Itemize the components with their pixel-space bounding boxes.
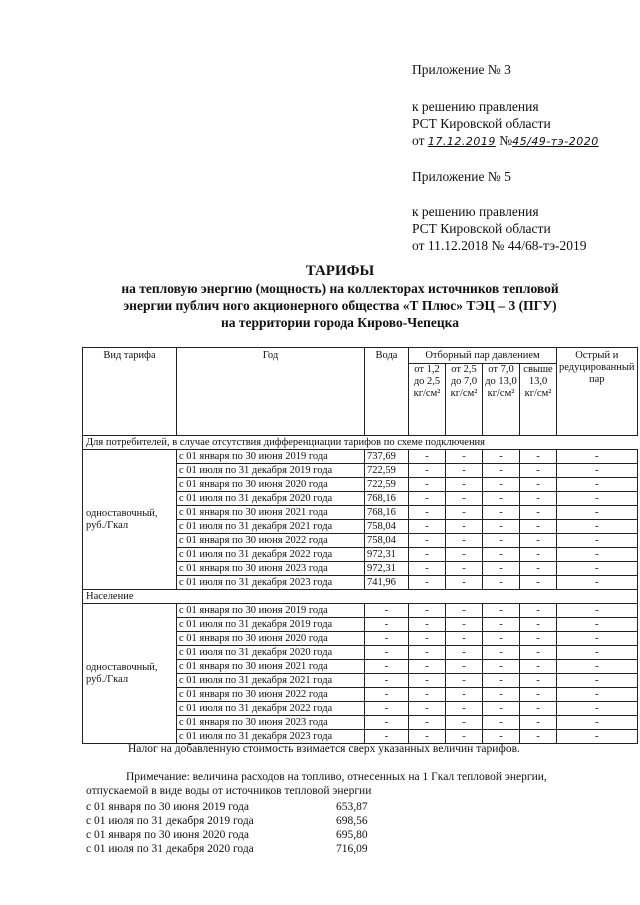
steam-value: - — [483, 674, 520, 688]
note-line-1: Примечание: величина расходов на топливо, отнесенных на 1 Гкал тепловой энергии, — [126, 771, 547, 783]
steam-value: - — [483, 450, 520, 464]
water-value: - — [365, 674, 409, 688]
steam-value: - — [520, 618, 557, 632]
water-value: - — [365, 688, 409, 702]
period-cell: с 01 января по 30 июня 2022 года — [177, 534, 365, 548]
steam-value: - — [446, 660, 483, 674]
steam-value: - — [446, 646, 483, 660]
steam-value: - — [557, 730, 638, 744]
steam-value: - — [409, 520, 446, 534]
water-value: - — [365, 730, 409, 744]
steam-value: - — [483, 534, 520, 548]
period-cell: с 01 июля по 31 декабря 2019 года — [177, 618, 365, 632]
period-cell: с 01 июля по 31 декабря 2021 года — [177, 520, 365, 534]
steam-value: - — [483, 702, 520, 716]
steam-value: - — [409, 674, 446, 688]
water-value: 737,69 — [365, 450, 409, 464]
steam-value: - — [520, 492, 557, 506]
org-2: РСТ Кировской области — [412, 221, 551, 236]
steam-value: - — [409, 506, 446, 520]
period-cell: с 01 июля по 31 декабря 2022 года — [177, 702, 365, 716]
steam-value: - — [446, 464, 483, 478]
header-steam-2: от 2,5 до 7,0 кг/см² — [446, 364, 483, 436]
vat-note: Налог на добавленную стоимость взимается сверх указанных величин тарифов. — [128, 743, 520, 755]
fuel-row — [86, 828, 406, 842]
title-line-3: на территории города Кирово-Чепецка — [220, 315, 460, 330]
steam-value: - — [483, 548, 520, 562]
table-row — [83, 450, 638, 464]
org-1: РСТ Кировской области — [412, 116, 551, 131]
water-value: - — [365, 604, 409, 618]
steam-value: - — [520, 576, 557, 590]
number-prefix-1: № — [499, 133, 513, 148]
header-tariff-type: Вид тарифа — [83, 348, 177, 436]
steam-value: - — [409, 534, 446, 548]
steam-value: - — [409, 492, 446, 506]
steam-value: - — [446, 478, 483, 492]
water-value: - — [365, 618, 409, 632]
fuel-value: 653,87 — [336, 801, 368, 813]
steam-value: - — [446, 604, 483, 618]
date-prefix-1: от — [412, 133, 425, 148]
period-cell: с 01 июля по 31 декабря 2020 года — [177, 492, 365, 506]
period-cell: с 01 января по 30 июня 2021 года — [177, 660, 365, 674]
water-value: 972,31 — [365, 562, 409, 576]
steam-value: - — [483, 576, 520, 590]
steam-value: - — [557, 576, 638, 590]
steam-value: - — [446, 576, 483, 590]
steam-value: - — [446, 450, 483, 464]
fuel-row — [86, 800, 406, 814]
header-steam: Отборный пар давлением — [409, 348, 557, 364]
decision-prefix-1: к решению правления — [412, 99, 539, 114]
fuel-row — [86, 814, 406, 828]
period-cell: с 01 июля по 31 декабря 2023 года — [177, 730, 365, 744]
period-cell: с 01 января по 30 июня 2020 года — [177, 478, 365, 492]
steam-value: - — [557, 492, 638, 506]
steam-value: - — [557, 534, 638, 548]
steam-value: - — [520, 660, 557, 674]
steam-value: - — [483, 716, 520, 730]
steam-value: - — [446, 730, 483, 744]
steam-value: - — [557, 464, 638, 478]
steam-value: - — [409, 618, 446, 632]
steam-value: - — [409, 660, 446, 674]
period-cell: с 01 января по 30 июня 2023 года — [177, 716, 365, 730]
steam-value: - — [557, 646, 638, 660]
steam-value: - — [409, 632, 446, 646]
period-cell: с 01 января по 30 июня 2021 года — [177, 506, 365, 520]
period-cell: с 01 января по 30 июня 2022 года — [177, 688, 365, 702]
steam-value: - — [520, 562, 557, 576]
steam-value: - — [557, 618, 638, 632]
fuel-value: 698,56 — [336, 815, 368, 827]
note-line-2: отпускаемой в виде воды от источников тепловой энергии — [86, 785, 372, 797]
steam-value: - — [520, 506, 557, 520]
water-value: 768,16 — [365, 492, 409, 506]
water-value: 768,16 — [365, 506, 409, 520]
steam-value: - — [483, 660, 520, 674]
note-text — [86, 770, 606, 798]
steam-value: - — [520, 674, 557, 688]
steam-value: - — [483, 646, 520, 660]
steam-value: - — [446, 716, 483, 730]
steam-value: - — [409, 604, 446, 618]
steam-value: - — [520, 604, 557, 618]
water-value: - — [365, 632, 409, 646]
steam-value: - — [446, 520, 483, 534]
fuel-period: с 01 января по 30 июня 2019 года — [86, 801, 249, 813]
tariff-kind: одноставочный, руб./Гкал — [83, 450, 177, 590]
fuel-period: с 01 июля по 31 декабря 2019 года — [86, 815, 254, 827]
header-steam-4: свыше 13,0 кг/см² — [520, 364, 557, 436]
steam-value: - — [520, 464, 557, 478]
steam-value: - — [483, 520, 520, 534]
steam-value: - — [557, 702, 638, 716]
steam-value: - — [409, 548, 446, 562]
handwritten-date: 17.12.2019 — [427, 135, 496, 148]
water-value: - — [365, 702, 409, 716]
table-row — [83, 604, 638, 618]
appendix-3-label: Приложение № 3 — [412, 62, 511, 77]
water-value: - — [365, 660, 409, 674]
steam-value: - — [557, 604, 638, 618]
steam-value: - — [409, 478, 446, 492]
period-cell: с 01 января по 30 июня 2023 года — [177, 562, 365, 576]
steam-value: - — [483, 562, 520, 576]
steam-value: - — [557, 478, 638, 492]
steam-value: - — [520, 646, 557, 660]
steam-value: - — [446, 506, 483, 520]
title-line-1: на тепловую энергию (мощность) на коллекторах источников тепловой — [121, 281, 559, 296]
steam-value: - — [557, 450, 638, 464]
steam-value: - — [557, 674, 638, 688]
steam-value: - — [446, 492, 483, 506]
water-value: 972,31 — [365, 548, 409, 562]
steam-value: - — [409, 688, 446, 702]
steam-value: - — [557, 688, 638, 702]
steam-value: - — [409, 716, 446, 730]
water-value: 741,96 — [365, 576, 409, 590]
steam-value: - — [483, 506, 520, 520]
steam-value: - — [446, 534, 483, 548]
steam-value: - — [557, 548, 638, 562]
appendix-5-label: Приложение № 5 — [412, 169, 511, 184]
steam-value: - — [483, 492, 520, 506]
steam-value: - — [446, 548, 483, 562]
period-cell: с 01 января по 30 июня 2020 года — [177, 632, 365, 646]
water-value: 722,59 — [365, 464, 409, 478]
period-cell: с 01 января по 30 июня 2019 года — [177, 604, 365, 618]
period-cell: с 01 июля по 31 декабря 2021 года — [177, 674, 365, 688]
steam-value: - — [483, 632, 520, 646]
period-cell: с 01 июля по 31 декабря 2023 года — [177, 576, 365, 590]
header-water: Вода — [365, 348, 409, 436]
steam-value: - — [520, 632, 557, 646]
steam-value: - — [520, 450, 557, 464]
steam-value: - — [446, 702, 483, 716]
period-cell: с 01 июля по 31 декабря 2020 года — [177, 646, 365, 660]
steam-value: - — [557, 632, 638, 646]
period-cell: с 01 января по 30 июня 2019 года — [177, 450, 365, 464]
section-general: Для потребителей, в случае отсутствия дифференциации тарифов по схеме подключения — [83, 436, 638, 450]
water-value: - — [365, 716, 409, 730]
steam-value: - — [483, 604, 520, 618]
steam-value: - — [446, 674, 483, 688]
steam-value: - — [446, 632, 483, 646]
steam-value: - — [409, 646, 446, 660]
steam-value: - — [520, 688, 557, 702]
steam-value: - — [520, 520, 557, 534]
period-cell: с 01 июля по 31 декабря 2019 года — [177, 464, 365, 478]
header-steam-3: от 7,0 до 13,0 кг/см² — [483, 364, 520, 436]
steam-value: - — [520, 548, 557, 562]
steam-value: - — [557, 660, 638, 674]
decision-date-line-2: от 11.12.2018 № 44/68-тэ-2019 — [412, 238, 587, 253]
fuel-row — [86, 842, 406, 856]
steam-value: - — [483, 730, 520, 744]
decision-date-line-1 — [412, 132, 599, 150]
steam-value: - — [446, 562, 483, 576]
fuel-period: с 01 января по 30 июня 2020 года — [86, 829, 249, 841]
steam-value: - — [409, 464, 446, 478]
steam-value: - — [520, 534, 557, 548]
document-title — [60, 262, 620, 331]
water-value: 758,04 — [365, 520, 409, 534]
fuel-value: 695,80 — [336, 829, 368, 841]
steam-value: - — [520, 730, 557, 744]
decision-prefix-2: к решению правления — [412, 204, 539, 219]
steam-value: - — [483, 464, 520, 478]
header-sharp-steam: Острый и редуцированный пар — [557, 348, 638, 436]
fuel-value: 716,09 — [336, 843, 368, 855]
water-value: - — [365, 646, 409, 660]
fuel-cost-list — [86, 800, 406, 856]
header-steam-1: от 1,2 до 2,5 кг/см² — [409, 364, 446, 436]
steam-value: - — [557, 716, 638, 730]
tariff-kind: одноставочный, руб./Гкал — [83, 604, 177, 744]
fuel-period: с 01 июля по 31 декабря 2020 года — [86, 843, 254, 855]
steam-value: - — [446, 688, 483, 702]
steam-value: - — [446, 618, 483, 632]
steam-value: - — [520, 716, 557, 730]
steam-value: - — [557, 506, 638, 520]
steam-value: - — [483, 478, 520, 492]
title-main: ТАРИФЫ — [305, 263, 375, 279]
steam-value: - — [520, 702, 557, 716]
steam-value: - — [409, 576, 446, 590]
steam-value: - — [409, 702, 446, 716]
steam-value: - — [409, 730, 446, 744]
steam-value: - — [557, 520, 638, 534]
steam-value: - — [409, 562, 446, 576]
header-year: Год — [177, 348, 365, 436]
tariff-table — [82, 347, 638, 744]
period-cell: с 01 июля по 31 декабря 2022 года — [177, 548, 365, 562]
handwritten-number: 45/49-тэ-2020 — [512, 135, 599, 148]
water-value: 758,04 — [365, 534, 409, 548]
water-value: 722,59 — [365, 478, 409, 492]
title-line-2: энергии публич ного акционерного общества «Т Плюс» ТЭЦ – 3 (ПГУ) — [123, 298, 557, 313]
steam-value: - — [557, 562, 638, 576]
steam-value: - — [483, 688, 520, 702]
steam-value: - — [483, 618, 520, 632]
section-population: Население — [83, 590, 638, 604]
steam-value: - — [520, 478, 557, 492]
steam-value: - — [409, 450, 446, 464]
